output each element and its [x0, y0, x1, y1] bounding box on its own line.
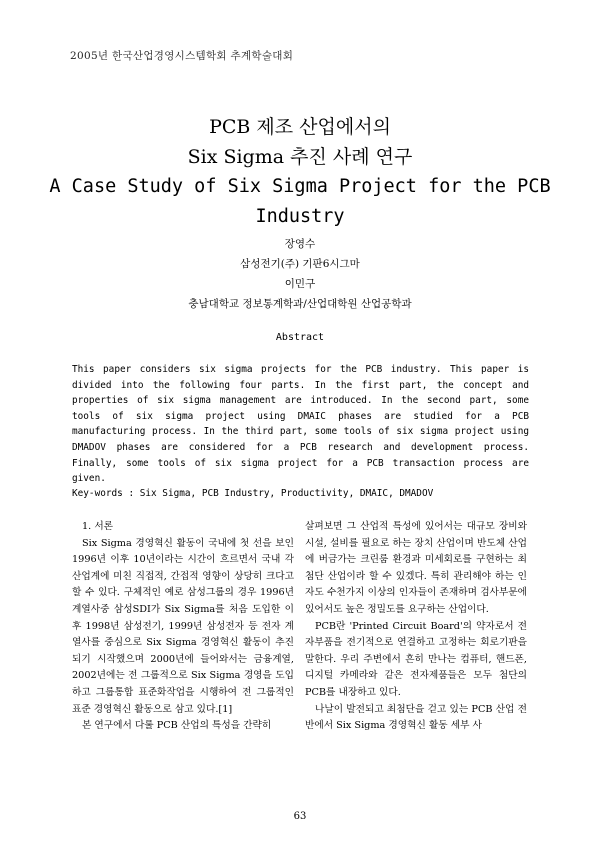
abstract-text: This paper considers six sigma projects for the PCB industry. This paper is divided into the following four parts. In the first part, the concept and properties of six sigma management are introduced. In the second part, some tools of six sigma project using DMAIC phases are studied for a PCB manufacturing process. In the third part, some tools of six sigma project using DMADOV phases are considered for a PCB research and development process. Finally, some tools of six sigma project for a PCB transaction process are given. [72, 364, 529, 485]
body-paragraph: 나날이 발전되고 최첨단을 걷고 있는 PCB 산업 전반에서 Six Sigma 경영혁신 활동 세부 사 [305, 703, 527, 732]
abstract-heading: Abstract [275, 332, 325, 343]
authors-block [40, 234, 560, 314]
title-english-line1: A Case Study of Six Sigma Project for the PCB [49, 176, 551, 197]
author-name: 이민구 [284, 278, 316, 290]
body-paragraph: PCB란 'Printed Circuit Board'의 약자로서 전자부품을 전기적으로 연결하고 고정하는 회로기판을 말한다. 우리 주변에서 흔히 만나는 컴퓨터, 핸드폰, 디지털 카메라와 같은 전자제품들은 모두 첨단의 PCB를 내장하고 있다. [305, 620, 527, 698]
author-affiliation: 충남대학교 정보통계학과/산업대학원 산업공학과 [188, 298, 412, 310]
body-paragraph: Six Sigma 경영혁신 활동이 국내에 첫 선을 보인 1996년 이후 10년이라는 시간이 흐르면서 국내 각 산업계에 미친 직접적, 간접적 영향이 상당히 크다고 할 수 있다. 구체적인 예로 삼성그룹의 경우 1996년 계열사중 삼성SDI가 Six Sigma를 처음 도입한 이후 1998년 삼성전기, 1999년 삼성전자 등 전자 계열사를 중심으로 Six Sigma 경영혁신 활동이 추진되기 시작했으며 2000년에 들어와서는 금융계열, 2002년에는 전 그룹적으로 Six Sigma 경영을 도입하고 그룹통합 표준화작업을 시행하여 전 그룹적인 표준 경영혁신 활동으로 삼고 있다.[1] [72, 537, 294, 715]
body-paragraph: 살펴보면 그 산업적 특성에 있어서는 대규모 장비와 시설, 설비를 필요로 하는 장치 산업이며 반도체 산업에 버금가는 크린룸 환경과 미세회로를 구현하는 최첨단 산업이라 할 수 있겠다. 특히 관리해야 하는 인자도 수천가지 이상의 인자들이 존재하며 검사부문에 있어서도 높은 정밀도를 요구하는 산업이다. [305, 521, 527, 615]
page-number: 63 [293, 811, 307, 822]
title-korean-line1: PCB 제조 산업에서의 [209, 116, 391, 138]
author-affiliation: 삼성전기(주) 기판6시그마 [240, 258, 360, 270]
title-block [40, 112, 560, 232]
keywords: Key-words : Six Sigma, PCB Industry, Productivity, DMAIC, DMADOV [72, 488, 434, 499]
title-english-line2: Industry [255, 206, 345, 227]
title-korean-line2: Six Sigma 추진 사례 연구 [187, 146, 413, 168]
body-paragraph: 본 연구에서 다룰 PCB 산업의 특성을 간략히 [82, 720, 272, 732]
section-heading: 1. 서론 [82, 521, 114, 532]
author-name: 장영수 [284, 238, 316, 250]
body-column-right [305, 519, 527, 735]
conference-header: 2005년 한국산업경영시스템학회 추계학술대회 [70, 50, 294, 62]
body-column-left [72, 519, 294, 735]
